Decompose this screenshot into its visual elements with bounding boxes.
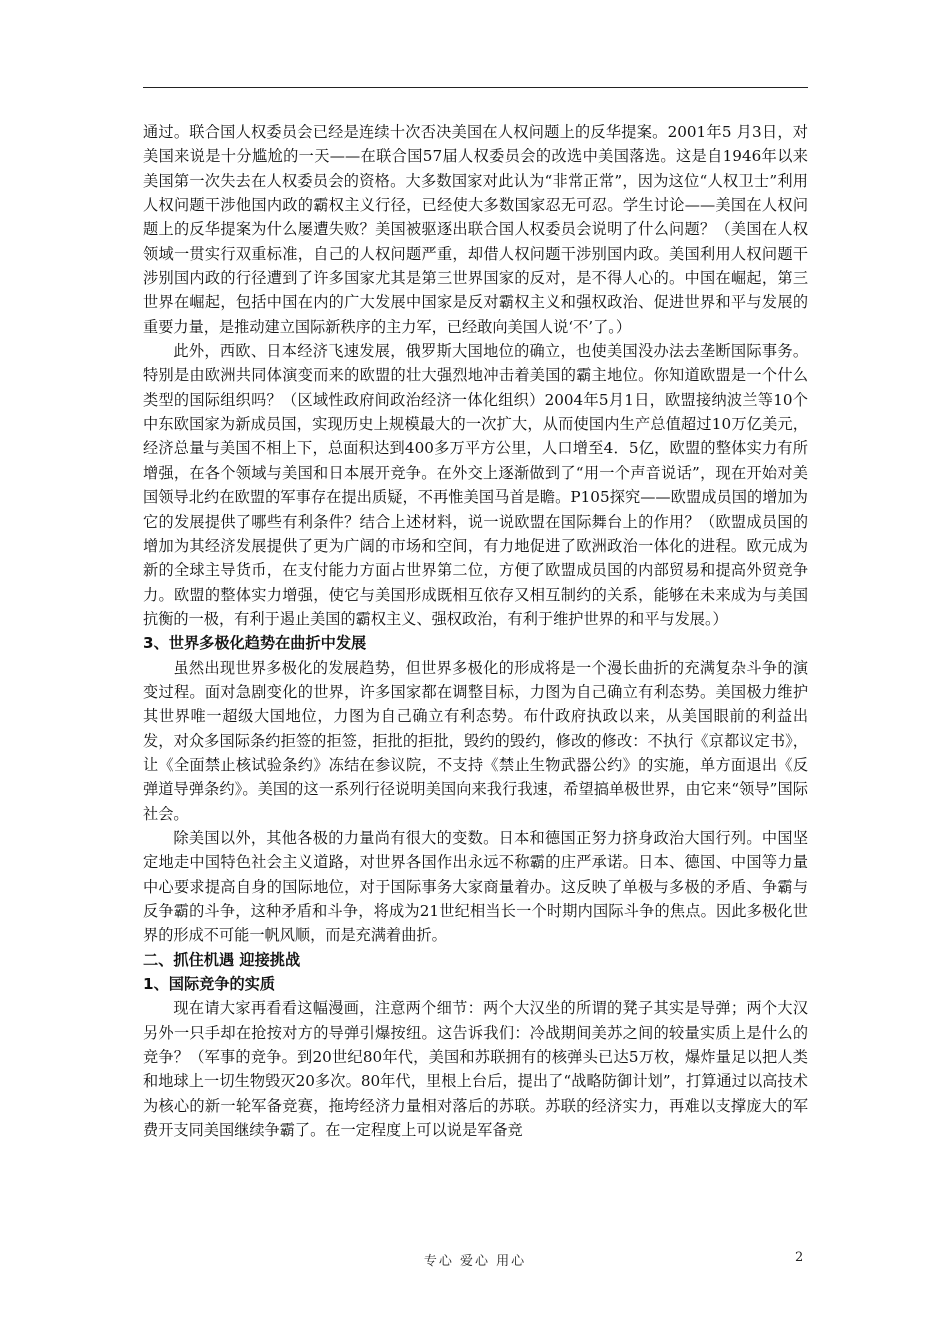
- document-body: [143, 120, 808, 1142]
- page-number: 2: [795, 1250, 804, 1265]
- paragraph-other-poles: 除美国以外，其他各极的力量尚有很大的变数。日本和德国正努力挤身政治大国行列。中国坚定地走中国特色社会主义道路，对世界各国作出永远不称霸的庄严承诺。日本、德国、中国等力量中心要求提高自身的国际地位，对于国际事务大家商量着办。这反映了单极与多极的矛盾、争霸与反争霸的斗争，这种矛盾和斗争，将成为21世纪相当长一个时期内国际斗争的焦点。因此多极化世界的形成不可能一帆风顺，而是充满着曲折。: [143, 828, 808, 945]
- paragraph-multipolar-process: 虽然出现世界多极化的发展趋势，但世界多极化的形成将是一个漫长曲折的充满复杂斗争的演变过程。面对急剧变化的世界，许多国家都在调整目标，力图为自己确立有利态势。美国极力维护其世界唯一超级大国地位，力图为自己确立有利态势。布什政府执政以来，从美国眼前的利益出发，对众多国际条约拒签的拒签，拒批的拒批，毁约的毁约，修改的修改：不执行《京都议定书》，让《全面禁止核试验条约》冻结在参议院，不支持《禁止生物武器公约》的实施，单方面退出《反弹道导弹条约》。美国的这一系列行径说明美国向来我行我速，希望搞单极世界，由它来“领导”国际社会。: [143, 658, 808, 823]
- section-heading-multipolarity: 3、世界多极化趋势在曲折中发展: [143, 634, 367, 653]
- paragraph-un-human-rights: 通过。联合国人权委员会已经是连续十次否决美国在人权问题上的反华提案。2001年5 月3日，对美国来说是十分尴尬的一天——在联合国57届人权委员会的改选中美国落选。这是自1946年以来美国第一次失去在人权委员会的资格。大多数国家对此认为“非常正常”，因为这位“人权卫士”利用人权问题干涉他国内政的霸权主义行径，已经使大多数国家忍无可忍。学生讨论——美国在人权问题上的反华提案为什么屡遭失败？美国被驱逐出联合国人权委员会说明了什么问题？（美国在人权领域一贯实行双重标准，自己的人权问题严重，却借人权问题干涉别国内政。美国利用人权问题干涉别国内政的行径遭到了许多国家尤其是第三世界国家的反对，是不得人心的。中国在崛起，第三世界在崛起，包括中国在内的广大发展中国家是反对霸权主义和强权政治、促进世界和平与发展的重要力量，是推动建立国际新秩序的主力军，已经敢向美国人说‘不’了。）: [143, 123, 808, 336]
- section-heading-opportunity: 二、抓住机遇 迎接挑战: [143, 950, 301, 969]
- footer-motto: 专心 爱心 用心: [423, 1254, 527, 1269]
- header-rule: [143, 87, 808, 88]
- paragraph-cold-war-competition: 现在请大家再看看这幅漫画，注意两个细节：两个大汉坐的所谓的凳子其实是导弹；两个大汉另外一只手却在抢按对方的导弹引爆按纽。这告诉我们：冷战期间美苏之间的较量实质上是什么的竞争？（军事的竞争。到20世纪80年代，美国和苏联拥有的核弹头已达5万枚，爆炸量足以把人类和地球上一切生物毁灭20多次。80年代，里根上台后，提出了“战略防御计划”，打算通过以高技术为核心的新一轮军备竞赛，拖垮经济力量相对落后的苏联。苏联的经济实力，再难以支撑庞大的军费开支同美国继续争霸了。在一定程度上可以说是军备竞: [143, 999, 808, 1140]
- section-heading-competition: 1、国际竞争的实质: [143, 975, 276, 994]
- paragraph-eu-rise: 此外，西欧、日本经济飞速发展，俄罗斯大国地位的确立，也使美国没办法去垄断国际事务。特别是由欧洲共同体演变而来的欧盟的壮大强烈地冲击着美国的霸主地位。你知道欧盟是一个什么类型的国际组织吗？（区域性政府间政治经济一体化组织）2004年5月1日，欧盟接纳波兰等10个中东欧国家为新成员国，实现历史上规模最大的一次扩大，从而使国内生产总值超过10万亿美元，经济总量与美国不相上下，总面积达到400多万平方公里，人口增至4．5亿，欧盟的整体实力有所增强，在各个领域与美国和日本展开竞争。在外交上逐渐做到了“用一个声音说话”，现在开始对美国领导北约在欧盟的军事存在提出质疑，不再惟美国马首是瞻。P105探究——欧盟成员国的增加为它的发展提供了哪些有利条件？结合上述材料，说一说欧盟在国际舞台上的作用？（欧盟成员国的增加为其经济发展提供了更为广阔的市场和空间，有力地促进了欧洲政治一体化的进程。欧元成为新的全球主导货币，在支付能力方面占世界第二位，方便了欧盟成员国的内部贸易和提高外贸竞争力。欧盟的整体实力增强，使它与美国形成既相互依存又相互制约的关系，能够在未来成为与美国抗衡的一极，有利于遏止美国的霸权主义、强权政治，有利于维护世界的和平与发展。）: [143, 342, 808, 628]
